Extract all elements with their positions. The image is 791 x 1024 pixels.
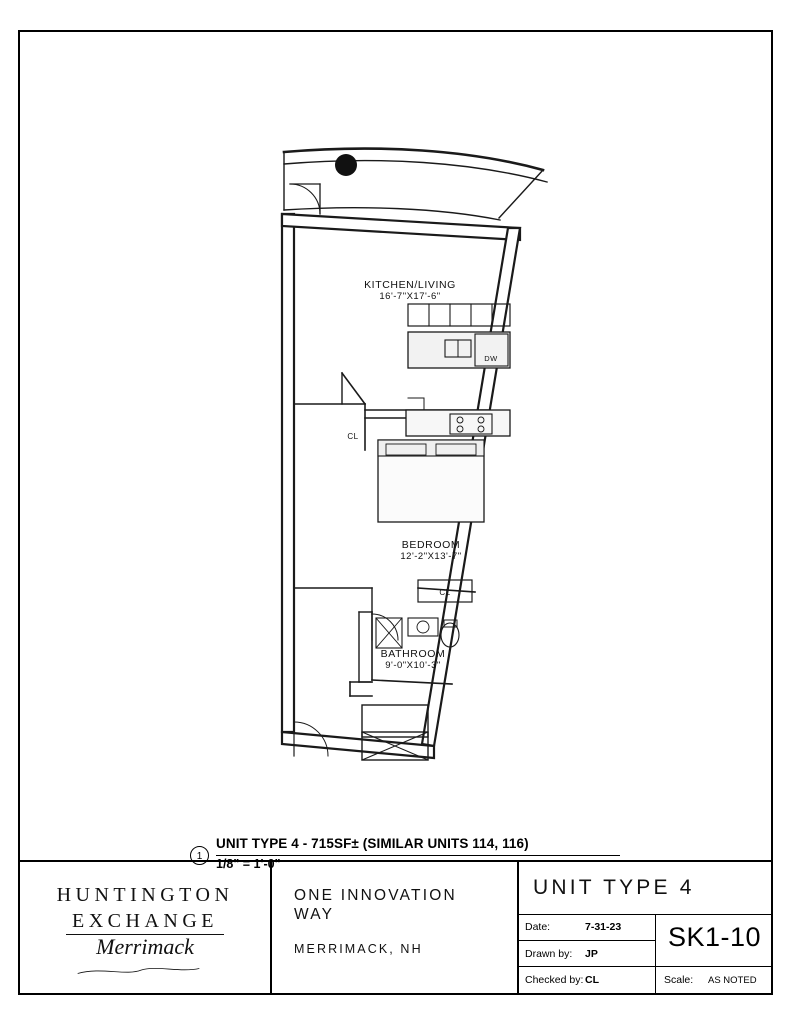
room-label-bedroom: BEDROOM	[401, 539, 461, 551]
closet-label-2: CL	[439, 588, 451, 597]
sheet-meta-table	[519, 914, 656, 993]
address-line-2: WAY	[294, 906, 335, 923]
logo-line-exchange: EXCHANGE	[72, 910, 218, 932]
meta-value-checked-by: CL	[585, 974, 599, 987]
sheet-scale-cell	[656, 967, 771, 993]
address-city-state: MERRIMACK, NH	[294, 942, 423, 956]
dishwasher-label: DW	[484, 354, 498, 363]
meta-value-drawn-by: JP	[585, 947, 598, 960]
sheet-scale-label: Scale:	[664, 974, 694, 986]
project-address	[272, 862, 519, 993]
meta-row-drawn-by	[519, 941, 655, 968]
title-block	[20, 860, 771, 993]
logo-line-merrimack: Merrimack	[96, 934, 194, 959]
closet-label-1: CL	[347, 432, 359, 441]
drawing-sheet	[18, 30, 773, 995]
callout-underline	[216, 855, 620, 856]
room-dims-bathroom: 9'-0"X10'-3"	[385, 660, 441, 671]
meta-row-date	[519, 914, 655, 941]
room-dims-kitchen-living: 16'-7"X17'-6"	[379, 291, 441, 302]
floor-plan-svg	[20, 32, 771, 860]
floor-plan-drawing	[20, 32, 771, 860]
callout-bubble: 1	[190, 846, 209, 865]
sheet-info	[519, 862, 771, 993]
company-logo	[20, 862, 272, 993]
room-label-kitchen-living: KITCHEN/LIVING	[364, 279, 456, 291]
meta-row-checked-by	[519, 967, 655, 994]
room-label-bathroom: BATHROOM	[380, 648, 446, 660]
meta-label-drawn-by: Drawn by:	[525, 947, 573, 960]
callout-scale: 1/8" = 1'-0"	[216, 857, 281, 871]
meta-label-date: Date:	[525, 921, 551, 933]
sheet-number: SK1-10	[668, 922, 762, 952]
logo-line-huntington: HUNTINGTON	[56, 884, 234, 906]
logo-swash-icon	[76, 966, 201, 976]
address-line-1: ONE INNOVATION	[294, 887, 457, 904]
meta-label-checked-by: Checked by:	[525, 974, 584, 987]
callout-title: UNIT TYPE 4 - 715SF± (SIMILAR UNITS 114, 116)	[216, 836, 529, 851]
sheet-number-cell	[656, 914, 771, 967]
sheet-unit-title: UNIT TYPE 4	[533, 876, 695, 899]
room-dims-bedroom: 12'-2"X13'-7"	[400, 551, 462, 562]
sheet-scale-value: AS NOTED	[708, 975, 757, 986]
meta-value-date: 7-31-23	[585, 921, 622, 933]
